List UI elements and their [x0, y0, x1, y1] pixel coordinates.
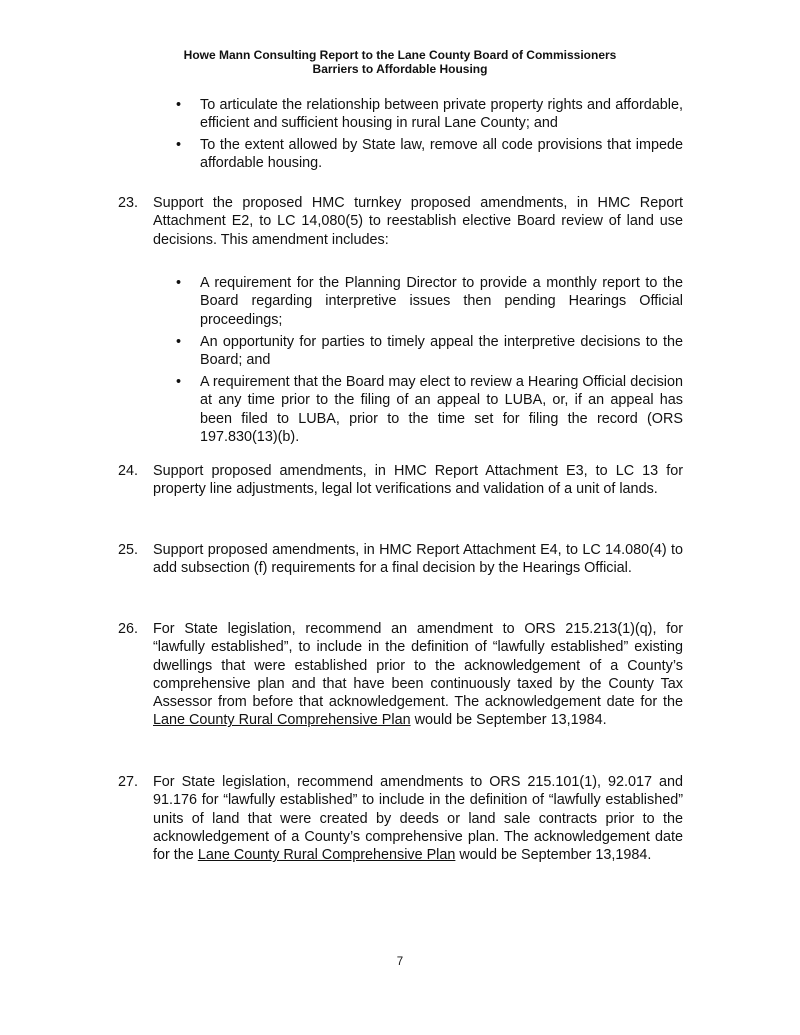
item-text: Support proposed amendments, in HMC Report Attachment E4, to LC 14.080(4) to add subsection (f) requirements for a final decision by the Hearings Official.	[153, 542, 683, 577]
bullet-text: A requirement that the Board may elect to review a Hearing Official decision at any time prior to the filing of an appeal to LUBA, or, if an appeal has been filed to LUBA, prior to the time set for filing the record (ORS 197.830(13)(b).	[200, 374, 683, 445]
plan-title: Lane County Rural Comprehensive Plan	[153, 712, 411, 729]
bullet-text: A requirement for the Planning Director to provide a monthly report to the Board regarding interpretive issues then pending Hearings Official proceedings;	[200, 275, 683, 328]
item-text-tail: would be September 13,1984.	[459, 847, 652, 864]
bullet-text: To the extent allowed by State law, remove all code provisions that impede affordable housing.	[200, 137, 683, 172]
item-text: Support proposed amendments, in HMC Report Attachment E3, to LC 13 for property line adjustments, legal lot verifications and validation of a unit of lands.	[153, 463, 683, 498]
numbered-item-27	[118, 773, 683, 864]
numbered-item-23	[118, 194, 683, 249]
bullet-text: An opportunity for parties to timely appeal the interpretive decisions to the Board; and	[200, 334, 683, 369]
page-number: 7	[396, 956, 404, 968]
item-text-tail: would be September 13,1984.	[414, 712, 607, 729]
bullet-icon: •	[176, 137, 182, 153]
item-number: 27.	[118, 774, 139, 790]
header-subtitle: Barriers to Affordable Housing	[312, 62, 488, 76]
list-item	[176, 333, 683, 370]
item-text	[153, 773, 683, 864]
list-item	[176, 373, 683, 446]
numbered-item-24	[118, 462, 683, 499]
item-number: 26.	[118, 621, 139, 637]
bullet-icon: •	[176, 374, 182, 390]
bullet-text: To articulate the relationship between private property rights and affordable, efficient and sufficient housing in rural Lane County; and	[200, 97, 683, 132]
item-text	[153, 620, 683, 730]
item-text-body: For State legislation, recommend amendments to ORS 215.101(1), 92.017 and 91.176 for “lawfully established” to include in the definition of “lawfully established” units of land that were created by deeds or land sale contracts prior to the acknowledgement of a County’s comprehensive plan. The acknowledgement date for the	[153, 774, 683, 864]
item-text-body: For State legislation, recommend an amendment to ORS 215.213(1)(q), for “lawfully established”, to include in the definition of “lawfully established” existing dwellings that were established prior to the acknowledgement of a County’s comprehensive plan and that have been continuously taxed by the County Tax Assessor from before that acknowledgement. The acknowledgement date for the	[153, 621, 683, 711]
item-number: 23.	[118, 195, 139, 211]
list-item	[176, 136, 683, 173]
bullet-icon: •	[176, 334, 182, 350]
item-number: 25.	[118, 542, 139, 558]
numbered-item-26	[118, 620, 683, 730]
list-item	[176, 274, 683, 329]
item-number: 24.	[118, 463, 139, 479]
bullet-icon: •	[176, 275, 182, 291]
numbered-item-25	[118, 541, 683, 578]
list-item	[176, 96, 683, 133]
report-header	[0, 48, 800, 76]
plan-title: Lane County Rural Comprehensive Plan	[197, 847, 456, 864]
bullet-icon: •	[176, 97, 182, 113]
header-title: Howe Mann Consulting Report to the Lane County Board of Commissioners	[183, 48, 617, 62]
item-text: Support the proposed HMC turnkey proposed amendments, in HMC Report Attachment E2, to LC 14,080(5) to reestablish elective Board review of land use decisions. This amendment includes:	[153, 195, 683, 248]
